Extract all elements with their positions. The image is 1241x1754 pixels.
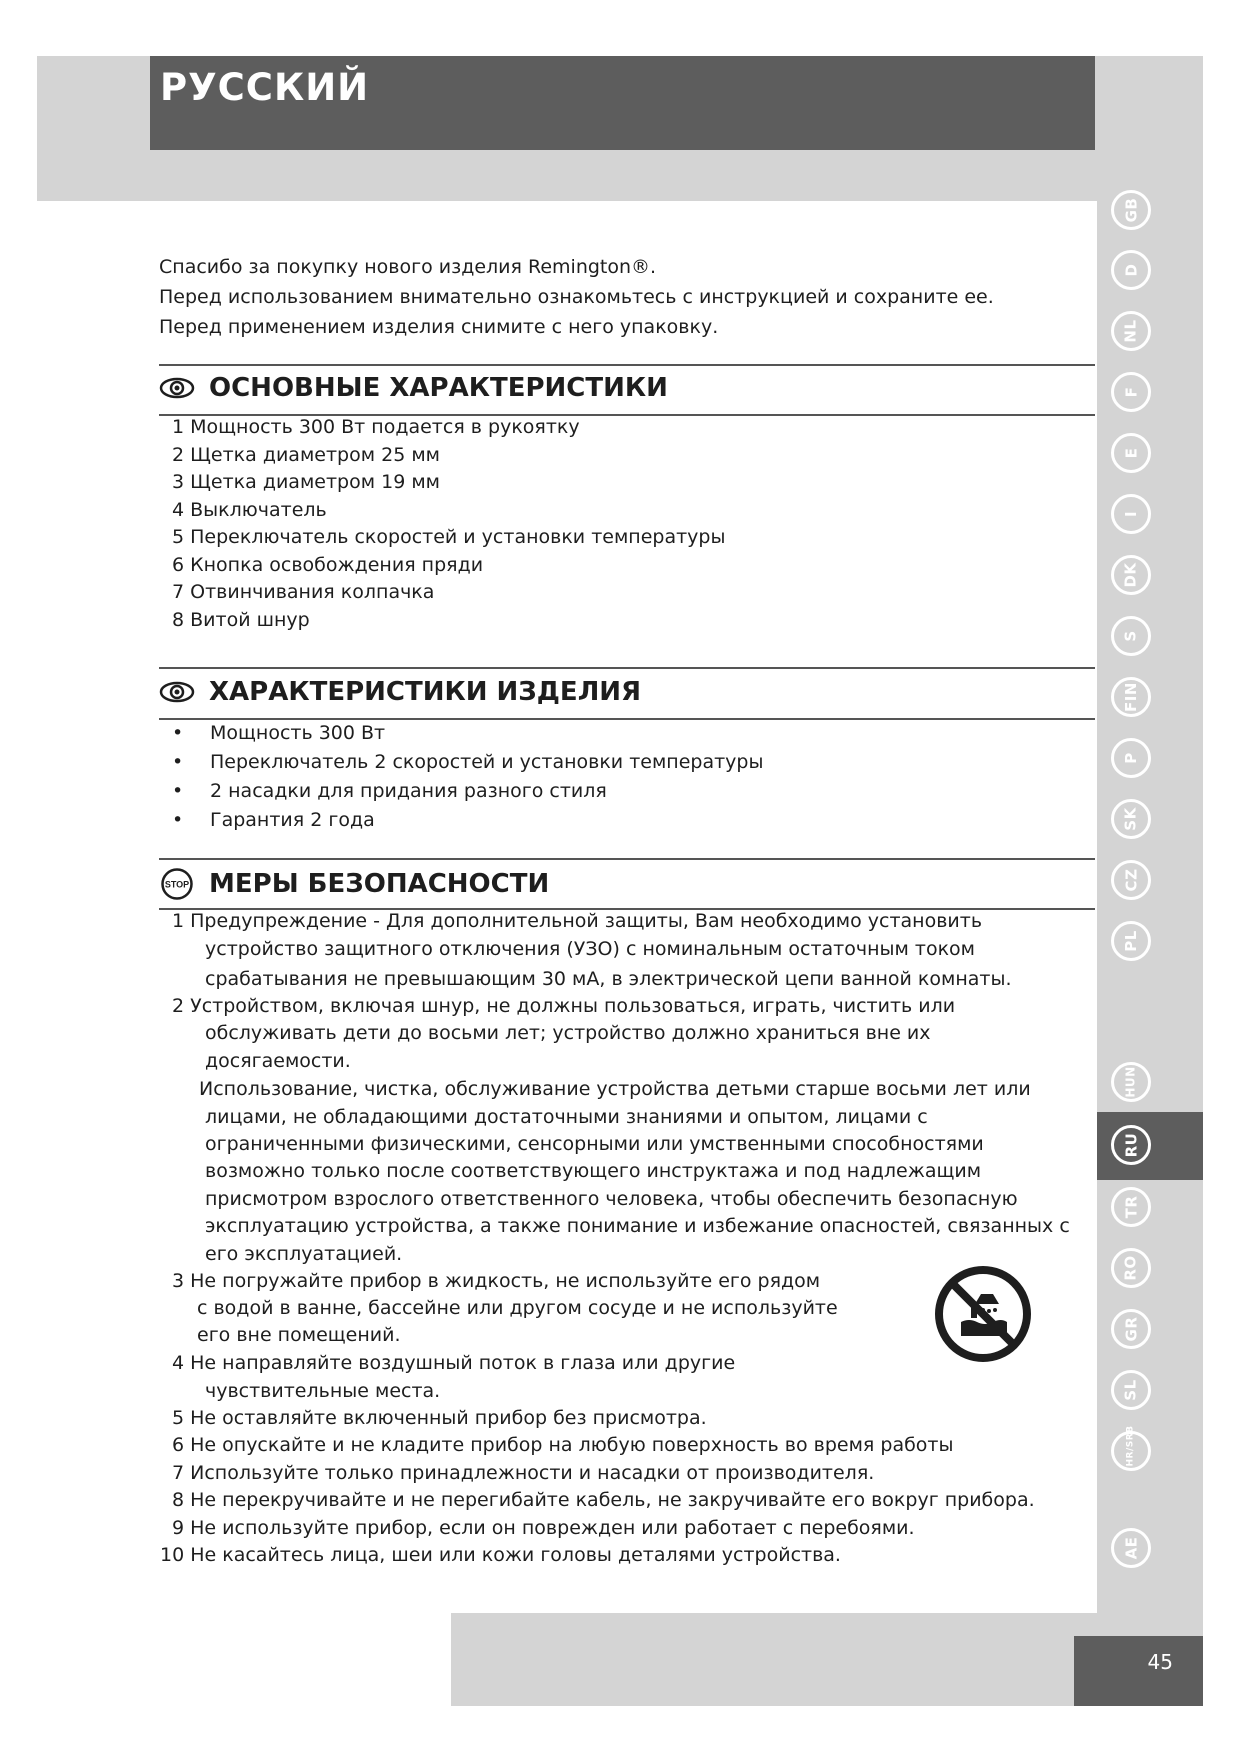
lang-tab-gb[interactable]	[1111, 190, 1151, 230]
features-list	[172, 719, 763, 835]
safety-line: эксплуатацию устройства, а также понимание и избежание опасностей, связанных с	[205, 1215, 1070, 1237]
lang-tab-label: NL	[1122, 319, 1140, 343]
safety-line: 10 Не касайтесь лица, шеи или кожи головы деталями устройства.	[160, 1544, 841, 1566]
lang-tab-s[interactable]	[1111, 616, 1151, 656]
parts-list	[172, 414, 725, 634]
lang-tab-label: FIN	[1121, 682, 1140, 712]
safety-line: 1 Предупреждение - Для дополнительной защиты, Вам необходимо установить	[172, 910, 983, 932]
list-item: • 2 насадки для придания разного стиля	[172, 780, 607, 802]
lang-tab-label: P	[1122, 752, 1140, 764]
section-heading-safety	[159, 868, 549, 900]
page-number: 45	[1147, 1650, 1173, 1674]
stop-icon-label: STOP	[164, 879, 190, 890]
lang-tab-fin[interactable]	[1111, 677, 1151, 717]
lang-tab-pl[interactable]	[1111, 921, 1151, 961]
lang-tab-label: E	[1122, 447, 1140, 459]
lang-tab-label: CZ	[1121, 868, 1140, 892]
section-title: ХАРАКТЕРИСТИКИ ИЗДЕЛИЯ	[209, 677, 642, 707]
intro-text	[159, 252, 994, 342]
safety-line: 6 Не опускайте и не кладите прибор на любую поверхность во время работы	[172, 1434, 954, 1456]
lang-tab-label: F	[1122, 386, 1140, 398]
section-heading-features	[159, 677, 641, 707]
list-item: 3 Щетка диаметром 19 мм	[172, 471, 440, 493]
lang-tab-label: RO	[1122, 1255, 1140, 1281]
lang-tab-hr-srb[interactable]	[1111, 1424, 1151, 1471]
section-heading-main	[159, 373, 668, 403]
safety-line: досягаемости.	[205, 1050, 351, 1072]
safety-line: 3 Не погружайте прибор в жидкость, не используйте его рядом	[172, 1270, 821, 1292]
list-item: 2 Щетка диаметром 25 мм	[172, 443, 440, 466]
page-number-box	[1074, 1636, 1203, 1706]
section-title: МЕРЫ БЕЗОПАСНОСТИ	[209, 869, 550, 899]
safety-line: устройство защитного отключения (УЗО) с номинальным остаточным током	[205, 938, 976, 960]
list-item: 5 Переключатель скоростей и установки температуры	[172, 526, 726, 548]
lang-tab-label: AE	[1121, 1536, 1140, 1560]
stop-icon	[159, 868, 195, 900]
safety-line: обслуживать дети до восьми лет; устройство должно храниться вне их	[205, 1022, 931, 1044]
safety-line: 5 Не оставляйте включенный прибор без присмотра.	[172, 1407, 707, 1429]
lang-tab-dk[interactable]	[1111, 555, 1151, 595]
lang-tab-hun[interactable]	[1111, 1062, 1151, 1102]
title-bar	[150, 56, 1095, 150]
no-water-icon	[933, 1264, 1033, 1364]
intro-line: Перед использованием внимательно ознакомьтесь с инструкцией и сохраните ее.	[159, 286, 994, 308]
lang-tab-label: TR	[1121, 1195, 1140, 1219]
safety-line: 7 Используйте только принадлежности и насадки от производителя.	[172, 1462, 875, 1484]
lang-tab-label: DK	[1121, 562, 1140, 588]
safety-line: лицами, не обладающими достаточными знаниями и опытом, лицами с	[205, 1106, 928, 1128]
lang-tab-label: PL	[1122, 930, 1140, 952]
list-item: 1 Мощность 300 Вт подается в рукоятку	[172, 416, 580, 438]
safety-line: 9 Не используйте прибор, если он поврежден или работает с перебоями.	[172, 1517, 915, 1539]
safety-line: 2 Устройством, включая шнур, не должны пользоваться, играть, чистить или	[172, 995, 956, 1017]
safety-line: его вне помещений.	[197, 1324, 401, 1346]
intro-line: Спасибо за покупку нового изделия Remington®.	[159, 256, 657, 278]
lang-tab-label: I	[1122, 510, 1140, 518]
lang-tab-p[interactable]	[1111, 738, 1151, 778]
safety-line: чувствительные места.	[205, 1380, 441, 1402]
list-item: • Переключатель 2 скоростей и установки температуры	[172, 751, 764, 773]
list-item: 4 Выключатель	[172, 498, 327, 521]
safety-line: срабатывания не превышающим 30 мА, в электрической цепи ванной комнаты.	[205, 968, 1012, 990]
lang-tab-cz[interactable]	[1111, 860, 1151, 900]
lang-tab-gr[interactable]	[1111, 1309, 1151, 1349]
language-strip	[1097, 201, 1203, 1643]
lang-tab-label: SK	[1122, 807, 1140, 831]
section-divider	[159, 364, 1095, 366]
lang-tab-ru[interactable]	[1111, 1125, 1151, 1165]
lang-tab-e[interactable]	[1111, 433, 1151, 473]
lang-tab-i[interactable]	[1111, 494, 1151, 534]
safety-line: 4 Не направляйте воздушный поток в глаза или другие	[172, 1352, 736, 1374]
lang-tab-tr[interactable]	[1111, 1187, 1151, 1227]
eye-icon	[159, 681, 195, 703]
lang-tab-label: SL	[1122, 1379, 1140, 1401]
section-divider	[159, 667, 1095, 669]
lang-tab-ae[interactable]	[1111, 1528, 1151, 1568]
section-divider	[159, 858, 1095, 860]
safety-line: Использование, чистка, обслуживание устройства детьми старше восьми лет или	[199, 1078, 1031, 1100]
safety-line: его эксплуатацией.	[205, 1243, 403, 1265]
page-title: РУССКИЙ	[160, 66, 370, 109]
safety-line: с водой в ванне, бассейне или другом сосуде и не используйте	[197, 1297, 838, 1319]
lang-tab-label: RU	[1121, 1132, 1140, 1158]
safety-line: ограниченными физическими, сенсорными или умственными способностями	[205, 1133, 984, 1155]
lang-tab-ro[interactable]	[1111, 1248, 1151, 1288]
lang-tab-f[interactable]	[1111, 372, 1151, 412]
safety-line: возможно только после соответствующего инструктажа и под надлежащим	[205, 1160, 982, 1182]
list-item: • Мощность 300 Вт	[172, 722, 386, 744]
lang-tab-d[interactable]	[1111, 250, 1151, 290]
lang-tab-label: GB	[1122, 197, 1140, 223]
lang-tab-sk[interactable]	[1111, 799, 1151, 839]
list-item: • Гарантия 2 года	[172, 809, 375, 831]
lang-tab-label: HUN	[1124, 1066, 1138, 1098]
lang-tab-sl[interactable]	[1111, 1370, 1151, 1410]
list-item: 6 Кнопка освобождения пряди	[172, 553, 484, 576]
list-item: 8 Витой шнур	[172, 608, 310, 631]
list-item: 7 Отвинчивания колпачка	[172, 581, 435, 603]
section-title: ОСНОВНЫЕ ХАРАКТЕРИСТИКИ	[209, 373, 668, 403]
eye-icon	[159, 377, 195, 399]
lang-tab-label: D	[1121, 263, 1140, 277]
lang-tab-label: HR/SRB	[1125, 1424, 1136, 1466]
lang-tab-label: GR	[1122, 1316, 1140, 1342]
safety-line: 8 Не перекручивайте и не перегибайте кабель, не закручивайте его вокруг прибора.	[172, 1489, 1035, 1511]
lang-tab-label: S	[1122, 630, 1140, 642]
intro-line: Перед применением изделия снимите с него упаковку.	[159, 316, 719, 338]
lang-tab-nl[interactable]	[1111, 311, 1151, 351]
safety-line: присмотром взрослого ответственного человека, чтобы обеспечить безопасную	[205, 1188, 1018, 1210]
